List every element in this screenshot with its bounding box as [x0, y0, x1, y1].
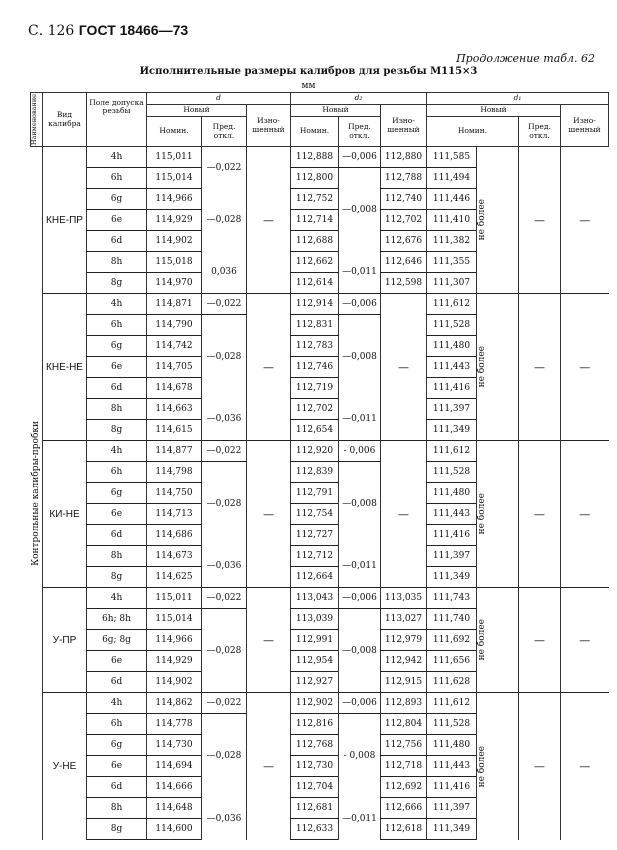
ne-bolee-label: не более	[477, 199, 487, 241]
tolerance-field: 8h	[87, 399, 147, 420]
d2-nominal: 112,746	[291, 357, 339, 378]
d-nominal: 114,713	[147, 504, 202, 525]
ne-bolee-label: не более	[477, 346, 487, 388]
d-nominal: 114,966	[147, 630, 202, 651]
gauge-type: КИ-НЕ	[43, 441, 87, 588]
d-worn: —	[247, 441, 291, 588]
table-row	[31, 693, 609, 714]
tolerance-field: 8g	[87, 273, 147, 294]
d-worn: —	[247, 588, 291, 693]
d1-deviation: —	[519, 294, 561, 441]
d1-nominal: 111,528	[427, 714, 477, 735]
d2-deviation: —0,011	[339, 399, 381, 441]
d2-nominal: 112,783	[291, 336, 339, 357]
tolerance-field: 8h	[87, 546, 147, 567]
tolerance-field: 8g	[87, 819, 147, 840]
d1-nominal: 111,612	[427, 693, 477, 714]
d2-nominal: 112,752	[291, 189, 339, 210]
d-nominal: 114,929	[147, 210, 202, 231]
d-nominal: 115,018	[147, 252, 202, 273]
d2-nominal: 112,902	[291, 693, 339, 714]
d1-nominal: 111,410	[427, 210, 477, 231]
col-d2-worn: Изно-шенный	[381, 105, 427, 147]
d2-nominal: 112,920	[291, 441, 339, 462]
d2-worn: 112,618	[381, 819, 427, 840]
d1-nominal: 111,494	[427, 168, 477, 189]
d-deviation: —0,036	[202, 399, 247, 441]
tolerance-field: 6h; 8h	[87, 609, 147, 630]
d2-worn: 112,646	[381, 252, 427, 273]
d1-nominal: 111,585	[427, 147, 477, 168]
d2-worn: 112,880	[381, 147, 427, 168]
d1-deviation: —	[519, 441, 561, 588]
col-d1-nom: Номин.	[427, 117, 519, 147]
d-nominal: 115,011	[147, 147, 202, 168]
d1-nominal: 111,612	[427, 294, 477, 315]
d-deviation: —0,028	[202, 609, 247, 693]
d1-nominal: 111,692	[427, 630, 477, 651]
tolerance-field: 4h	[87, 294, 147, 315]
d-deviation: —0,036	[202, 798, 247, 840]
d1-nominal: 111,397	[427, 798, 477, 819]
d1-nominal: 111,443	[427, 504, 477, 525]
d-nominal: 114,862	[147, 693, 202, 714]
col-d-new: Новый	[147, 105, 247, 117]
d2-nominal: 112,800	[291, 168, 339, 189]
d-deviation: —0,036	[202, 546, 247, 588]
gauge-type: КНЕ-НЕ	[43, 294, 87, 441]
d1-nominal: 111,382	[427, 231, 477, 252]
tolerance-field: 4h	[87, 441, 147, 462]
d1-nominal: 111,416	[427, 777, 477, 798]
tolerance-field: 8h	[87, 252, 147, 273]
d2-worn: 112,598	[381, 273, 427, 294]
d-nominal: 114,790	[147, 315, 202, 336]
table-row	[31, 294, 609, 315]
tolerance-field: 6h	[87, 168, 147, 189]
d-nominal: 115,014	[147, 609, 202, 630]
d2-nominal: 112,914	[291, 294, 339, 315]
d-deviation: —0,022	[202, 693, 247, 714]
d-nominal: 114,871	[147, 294, 202, 315]
d1-deviation: —	[519, 147, 561, 294]
d2-nominal: 112,727	[291, 525, 339, 546]
gauge-type: У-НЕ	[43, 693, 87, 840]
d-deviation: 0,036	[202, 252, 247, 294]
d2-nominal: 112,768	[291, 735, 339, 756]
d2-nominal: 112,991	[291, 630, 339, 651]
d1-limit-cell	[477, 588, 519, 693]
ne-bolee-label: не более	[477, 619, 487, 661]
d1-deviation: —	[519, 588, 561, 693]
tolerance-field: 6d	[87, 525, 147, 546]
tolerance-field: 8g	[87, 420, 147, 441]
d-nominal: 114,663	[147, 399, 202, 420]
d1-nominal: 111,612	[427, 441, 477, 462]
d2-nominal: 112,704	[291, 777, 339, 798]
d2-nominal: 112,664	[291, 567, 339, 588]
d2-worn: 112,942	[381, 651, 427, 672]
d2-nominal: 112,719	[291, 378, 339, 399]
d2-worn: 112,740	[381, 189, 427, 210]
d-nominal: 114,902	[147, 231, 202, 252]
d1-worn: —	[561, 441, 609, 588]
d1-nominal: 111,528	[427, 315, 477, 336]
d2-worn: 112,666	[381, 798, 427, 819]
d1-nominal: 111,528	[427, 462, 477, 483]
d-nominal: 114,778	[147, 714, 202, 735]
tolerance-field: 8g	[87, 567, 147, 588]
d2-nominal: 112,954	[291, 651, 339, 672]
col-d2-pred: Пред. откл.	[339, 117, 381, 147]
d-nominal: 114,798	[147, 462, 202, 483]
col-d1-new: Новый	[427, 105, 561, 117]
d1-nominal: 111,743	[427, 588, 477, 609]
d2-deviation: —0,008	[339, 462, 381, 546]
d-nominal: 114,742	[147, 336, 202, 357]
d-nominal: 115,011	[147, 588, 202, 609]
table-body	[31, 147, 609, 840]
d-deviation: —0,022	[202, 588, 247, 609]
tolerance-field: 6d	[87, 378, 147, 399]
d1-nominal: 111,349	[427, 420, 477, 441]
d2-nominal: 112,614	[291, 273, 339, 294]
tolerance-field: 6e	[87, 357, 147, 378]
tolerance-field: 4h	[87, 147, 147, 168]
d2-worn: 112,915	[381, 672, 427, 693]
d1-nominal: 111,307	[427, 273, 477, 294]
d2-deviation: - 0,006	[339, 441, 381, 462]
d-nominal: 114,686	[147, 525, 202, 546]
d-deviation: —0,028	[202, 315, 247, 399]
d-nominal: 114,666	[147, 777, 202, 798]
d2-nominal: 112,654	[291, 420, 339, 441]
d2-deviation: —0,006	[339, 588, 381, 609]
d2-worn: 112,692	[381, 777, 427, 798]
col-d2-new: Новый	[291, 105, 381, 117]
d1-worn: —	[561, 147, 609, 294]
d2-nominal: 112,633	[291, 819, 339, 840]
d2-worn: 112,718	[381, 756, 427, 777]
d2-nominal: 112,791	[291, 483, 339, 504]
d1-limit-cell	[477, 693, 519, 840]
tolerance-field: 6e	[87, 756, 147, 777]
d1-nominal: 111,480	[427, 483, 477, 504]
d2-worn: 112,804	[381, 714, 427, 735]
d2-nominal: 112,702	[291, 399, 339, 420]
tolerance-field: 6h	[87, 462, 147, 483]
col-vid: Вид калибра	[43, 93, 87, 147]
d2-nominal: 112,839	[291, 462, 339, 483]
d1-nominal: 111,349	[427, 567, 477, 588]
tolerance-field: 6g	[87, 336, 147, 357]
col-d: d	[147, 93, 291, 105]
d2-deviation: —0,008	[339, 315, 381, 399]
d2-nominal: 112,730	[291, 756, 339, 777]
table-row	[31, 441, 609, 462]
d-deviation: —0,028	[202, 189, 247, 252]
d2-deviation: —0,011	[339, 546, 381, 588]
d1-nominal: 111,656	[427, 651, 477, 672]
tolerance-field: 6g	[87, 483, 147, 504]
d1-nominal: 111,446	[427, 189, 477, 210]
tolerance-field: 6d	[87, 231, 147, 252]
d2-worn: —	[381, 294, 427, 441]
tolerance-field: 6g	[87, 189, 147, 210]
d1-worn: —	[561, 294, 609, 441]
table-row	[31, 588, 609, 609]
d2-worn: 112,979	[381, 630, 427, 651]
d1-nominal: 111,480	[427, 735, 477, 756]
d1-nominal: 111,397	[427, 546, 477, 567]
d2-nominal: 112,714	[291, 210, 339, 231]
tolerance-field: 6e	[87, 210, 147, 231]
d2-nominal: 112,816	[291, 714, 339, 735]
d2-worn: 112,702	[381, 210, 427, 231]
group-label-cell	[31, 147, 43, 840]
ne-bolee-label: не более	[477, 493, 487, 535]
d-deviation: —0,028	[202, 714, 247, 798]
d1-nominal: 111,349	[427, 819, 477, 840]
d2-nominal: 112,927	[291, 672, 339, 693]
continuation-note: Продолжение табл. 62	[456, 52, 595, 65]
d2-nominal: 112,688	[291, 231, 339, 252]
col-d2-nom: Номин.	[291, 117, 339, 147]
d-nominal: 114,625	[147, 567, 202, 588]
col-d1-pred: Пред. откл.	[519, 117, 561, 147]
table-title: Исполнительные размеры калибров для резьбы M115×3	[139, 66, 478, 77]
gauge-type: У-ПР	[43, 588, 87, 693]
page-number: С. 126	[28, 23, 75, 39]
d1-limit-cell	[477, 147, 519, 294]
d1-deviation: —	[519, 693, 561, 840]
d2-worn: —	[381, 441, 427, 588]
col-d1-worn: Изно-шенный	[561, 105, 609, 147]
tolerance-field: 8h	[87, 798, 147, 819]
d1-nominal: 111,740	[427, 609, 477, 630]
d2-deviation: —0,008	[339, 609, 381, 693]
tolerance-field: 6e	[87, 651, 147, 672]
d-nominal: 114,750	[147, 483, 202, 504]
d-deviation: —0,022	[202, 294, 247, 315]
d-nominal: 115,014	[147, 168, 202, 189]
d2-worn: 112,756	[381, 735, 427, 756]
d-nominal: 114,600	[147, 819, 202, 840]
d2-deviation: —0,006	[339, 147, 381, 168]
d1-worn: —	[561, 588, 609, 693]
col-d-worn: Изно-шенный	[247, 105, 291, 147]
d1-nominal: 111,397	[427, 399, 477, 420]
d2-nominal: 112,831	[291, 315, 339, 336]
col-d-nom: Номин.	[147, 117, 202, 147]
d1-nominal: 111,443	[427, 357, 477, 378]
d1-worn: —	[561, 693, 609, 840]
d-deviation: —0,022	[202, 147, 247, 189]
d2-deviation: —0,011	[339, 252, 381, 294]
table-header	[31, 93, 609, 147]
d1-nominal: 111,416	[427, 378, 477, 399]
d-nominal: 114,694	[147, 756, 202, 777]
d2-worn: 113,035	[381, 588, 427, 609]
d-nominal: 114,970	[147, 273, 202, 294]
d-nominal: 114,929	[147, 651, 202, 672]
d-nominal: 114,966	[147, 189, 202, 210]
d-nominal: 114,902	[147, 672, 202, 693]
d2-nominal: 112,681	[291, 798, 339, 819]
d2-worn: 112,893	[381, 693, 427, 714]
d1-limit-cell	[477, 294, 519, 441]
d-nominal: 114,877	[147, 441, 202, 462]
d2-nominal: 112,754	[291, 504, 339, 525]
d-deviation: —0,022	[202, 441, 247, 462]
d2-worn: 112,788	[381, 168, 427, 189]
tolerance-field: 4h	[87, 588, 147, 609]
col-field: Поле допуска резьбы	[87, 93, 147, 147]
gauge-table	[30, 92, 609, 840]
gost-code: ГОСТ 18466—73	[78, 22, 189, 38]
gauge-type: КНЕ-ПР	[43, 147, 87, 294]
d2-deviation: —0,006	[339, 294, 381, 315]
d1-nominal: 111,628	[427, 672, 477, 693]
d-nominal: 114,615	[147, 420, 202, 441]
tolerance-field: 6g	[87, 735, 147, 756]
d1-nominal: 111,480	[427, 336, 477, 357]
d2-worn: 112,676	[381, 231, 427, 252]
tolerance-field: 6g; 8g	[87, 630, 147, 651]
unit-label: мм	[301, 81, 316, 91]
d-nominal: 114,705	[147, 357, 202, 378]
page-header	[28, 22, 188, 39]
col-name: Наименование	[31, 93, 43, 147]
d-worn: —	[247, 294, 291, 441]
d2-deviation: —0,006	[339, 693, 381, 714]
tolerance-field: 6e	[87, 504, 147, 525]
d-nominal: 114,730	[147, 735, 202, 756]
d2-nominal: 113,039	[291, 609, 339, 630]
col-d1: d₁	[427, 93, 609, 105]
tolerance-field: 4h	[87, 693, 147, 714]
d2-nominal: 113,043	[291, 588, 339, 609]
table-row	[31, 147, 609, 168]
d2-deviation: - 0,008	[339, 714, 381, 798]
d2-deviation: —0,011	[339, 798, 381, 840]
tolerance-field: 6d	[87, 672, 147, 693]
d-worn: —	[247, 147, 291, 294]
d1-nominal: 111,416	[427, 525, 477, 546]
d2-worn: 113,027	[381, 609, 427, 630]
ne-bolee-label: не более	[477, 745, 487, 787]
tolerance-field: 6h	[87, 714, 147, 735]
d1-nominal: 111,355	[427, 252, 477, 273]
d2-deviation: —0,008	[339, 168, 381, 252]
d2-nominal: 112,662	[291, 252, 339, 273]
d-worn: —	[247, 693, 291, 840]
d-deviation: —0,028	[202, 462, 247, 546]
d2-nominal: 112,888	[291, 147, 339, 168]
d-nominal: 114,648	[147, 798, 202, 819]
col-d-pred: Пред. откл.	[202, 117, 247, 147]
d2-nominal: 112,712	[291, 546, 339, 567]
tolerance-field: 6d	[87, 777, 147, 798]
group-label: Контрольные калибры-пробки	[30, 420, 41, 566]
d-nominal: 114,678	[147, 378, 202, 399]
col-d2: d₂	[291, 93, 427, 105]
tolerance-field: 6h	[87, 315, 147, 336]
d-nominal: 114,673	[147, 546, 202, 567]
d1-nominal: 111,443	[427, 756, 477, 777]
d1-limit-cell	[477, 441, 519, 588]
